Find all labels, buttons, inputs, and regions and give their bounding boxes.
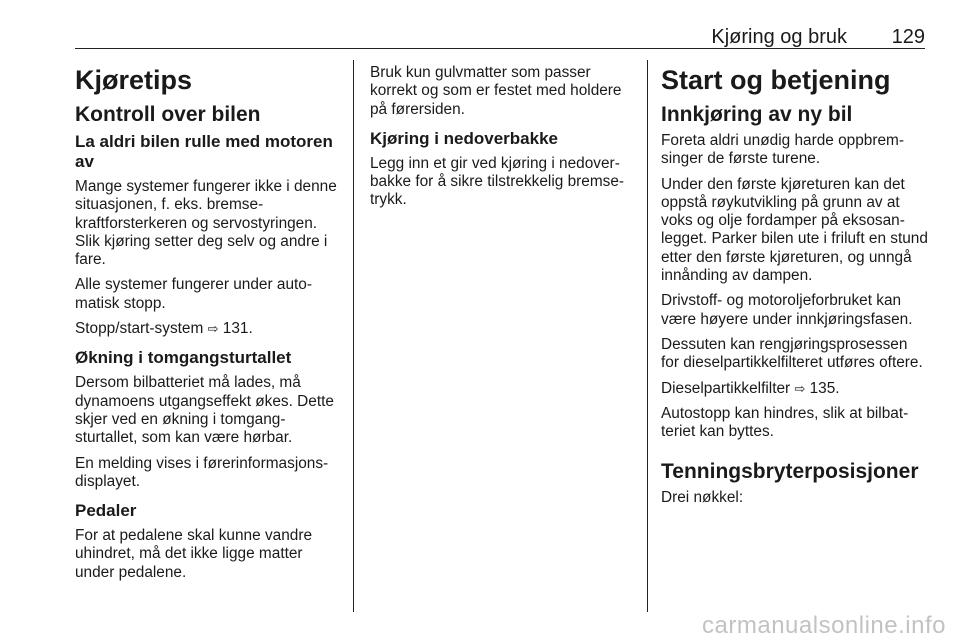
chapter-heading-start: Start og betjening xyxy=(661,65,891,95)
column-2 xyxy=(370,64,634,217)
subheading-kontroll: Kontroll over bilen xyxy=(75,103,261,126)
column-1 xyxy=(75,64,341,589)
paragraph: Bruk kun gulvmatter som passer korrekt og som er festet med holdere på førersiden. xyxy=(370,64,622,118)
paragraph: Legg inn et gir ved kjøring i nedoverbakke for å sikre tilstrekkelig bremsetrykk. xyxy=(370,154,625,209)
page-header xyxy=(75,26,925,48)
subheading-tenningsbryter: Tenningsbryterposisjoner xyxy=(661,460,919,484)
reference-arrow-icon: ⇨ xyxy=(794,380,806,396)
paragraph: Under den første kjøreturen kan det oppstå røykutvikling på grunn av at voks og olje fordamper på eksosanlegget. Parker bilen ute i friluft en stund etter den første kjøreturen, og unngå innånding av dampen. xyxy=(661,175,928,285)
heading-nedoverbakke: Kjøring i nedoverbakke xyxy=(370,128,558,148)
cross-reference[interactable]: Stopp/start-system ⇨ 131. xyxy=(75,320,253,338)
column-divider-1 xyxy=(353,60,354,612)
paragraph: Mange systemer fungerer ikke i denne situasjonen, f. eks. bremsekraftforsterkeren og servostyringen. Slik kjøring setter deg selv og andre i fare. xyxy=(75,178,337,269)
paragraph: Autostopp kan hindres, slik at bilbatteriet kan byttes. xyxy=(661,404,909,441)
section-title: Kjøring og bruk xyxy=(711,26,847,48)
paragraph: Drei nøkkel: xyxy=(661,489,744,507)
paragraph: Alle systemer fungerer under automatisk stopp. xyxy=(75,276,312,312)
header-rule xyxy=(75,48,925,49)
paragraph: For at pedalene skal kunne vandre uhindret, må det ikke ligge matter under pedalene. xyxy=(75,527,312,581)
heading-rulle-motor-av: La aldri bilen rulle med motoren av xyxy=(75,132,333,171)
watermark: carmanualsonline.info xyxy=(702,612,946,639)
column-3 xyxy=(661,64,929,515)
paragraph: Drivstoff- og motoroljeforbruket kan være høyere under innkjøringsfasen. xyxy=(661,292,913,328)
heading-pedaler: Pedaler xyxy=(75,501,137,521)
reference-arrow-icon: ⇨ xyxy=(207,321,219,337)
cross-reference[interactable]: Dieselpartikkelfilter ⇨ 135. xyxy=(661,379,840,397)
chapter-heading-kjoretips: Kjøretips xyxy=(75,65,193,95)
subheading-innkjoring: Innkjøring av ny bil xyxy=(661,103,853,126)
heading-tomgangsturtall: Økning i tomgangsturtallet xyxy=(75,348,292,368)
paragraph: Dersom bilbatteriet må lades, må dynamoens utgangseffekt økes. Dette skjer ved en økning i tomgangsturtallet, som kan være hørbar. xyxy=(75,374,334,447)
paragraph: En melding vises i førerinformasjonsdisplayet. xyxy=(75,454,329,490)
page-number: 129 xyxy=(891,26,925,48)
paragraph: Foreta aldri unødig harde oppbremsinger de første turene. xyxy=(661,132,904,168)
paragraph: Dessuten kan rengjøringsprosessen for dieselpartikkelfilteret utføres oftere. xyxy=(661,335,923,372)
column-divider-2 xyxy=(647,60,648,612)
